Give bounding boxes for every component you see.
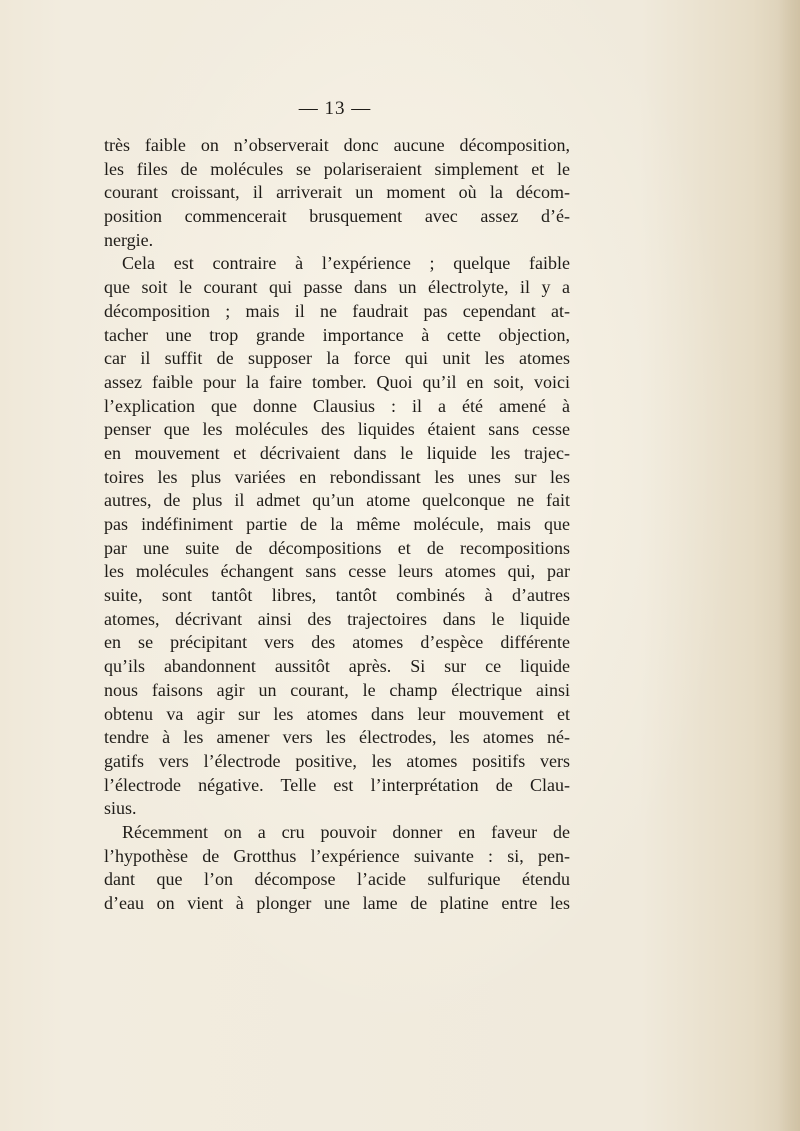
text-line: qu’ils abandonnent aussitôt après. Si sur ce liquide bbox=[104, 656, 570, 677]
text-line: l’électrode négative. Telle est l’interprétation de Clau- bbox=[104, 774, 570, 795]
text-line: en mouvement et décrivaient dans le liquide les trajec- bbox=[104, 442, 570, 463]
text-line: décomposition ; mais il ne faudrait pas cependant at- bbox=[104, 300, 570, 321]
text-line: suite, sont tantôt libres, tantôt combinés à d’autres bbox=[104, 585, 570, 606]
text-line: autres, de plus il admet qu’un atome quelconque ne fait bbox=[104, 490, 570, 511]
text-line: l’explication que donne Clausius : il a été amené à bbox=[104, 395, 570, 416]
text-line: Cela est contraire à l’expérience ; quelque faible bbox=[122, 253, 570, 274]
text-line: courant croissant, il arriverait un moment où la décom- bbox=[104, 182, 570, 203]
body-text bbox=[104, 134, 570, 916]
page-edge-shadow bbox=[778, 0, 800, 1131]
text-line: très faible on n’observerait donc aucune décomposition, bbox=[104, 135, 570, 155]
text-line: assez faible pour la faire tomber. Quoi qu’il en soit, voici bbox=[104, 371, 570, 392]
text-line: car il suffit de supposer la force qui unit les atomes bbox=[104, 348, 570, 369]
text-line: par une suite de décompositions et de recompositions bbox=[104, 537, 570, 558]
text-line: nous faisons agir un courant, le champ électrique ainsi bbox=[104, 679, 570, 700]
text-line: nergie. bbox=[104, 229, 154, 250]
text-line: penser que les molécules des liquides étaient sans cesse bbox=[104, 419, 570, 440]
text-line: d’eau on vient à plonger une lame de platine entre les bbox=[104, 893, 570, 913]
text-line: les files de molécules se polariseraient simplement et le bbox=[104, 158, 570, 179]
text-line: obtenu va agir sur les atomes dans leur mouvement et bbox=[104, 703, 570, 724]
text-line: pas indéfiniment partie de la même molécule, mais que bbox=[104, 514, 570, 534]
text-line: sius. bbox=[104, 798, 137, 819]
text-line: dant que l’on décompose l’acide sulfurique étendu bbox=[104, 869, 570, 890]
text-line: position commencerait brusquement avec assez d’é- bbox=[104, 206, 570, 227]
text-line: toires les plus variées en rebondissant les unes sur les bbox=[104, 466, 570, 487]
text-line: que soit le courant qui passe dans un électrolyte, il y a bbox=[104, 277, 570, 298]
text-line: atomes, décrivant ainsi des trajectoires dans le liquide bbox=[104, 608, 570, 629]
text-line: en se précipitant vers des atomes d’espèce différente bbox=[104, 632, 570, 653]
text-line: l’hypothèse de Grotthus l’expérience suivante : si, pen- bbox=[104, 845, 570, 866]
text-line: tacher une trop grande importance à cette objection, bbox=[104, 324, 570, 345]
text-line: tendre à les amener vers les électrodes, les atomes né- bbox=[104, 727, 570, 748]
text-line: gatifs vers l’électrode positive, les atomes positifs vers bbox=[104, 750, 570, 771]
text-line: les molécules échangent sans cesse leurs atomes qui, par bbox=[104, 561, 570, 582]
text-line: Récemment on a cru pouvoir donner en faveur de bbox=[122, 821, 570, 842]
page-number: — 13 — bbox=[298, 98, 372, 119]
